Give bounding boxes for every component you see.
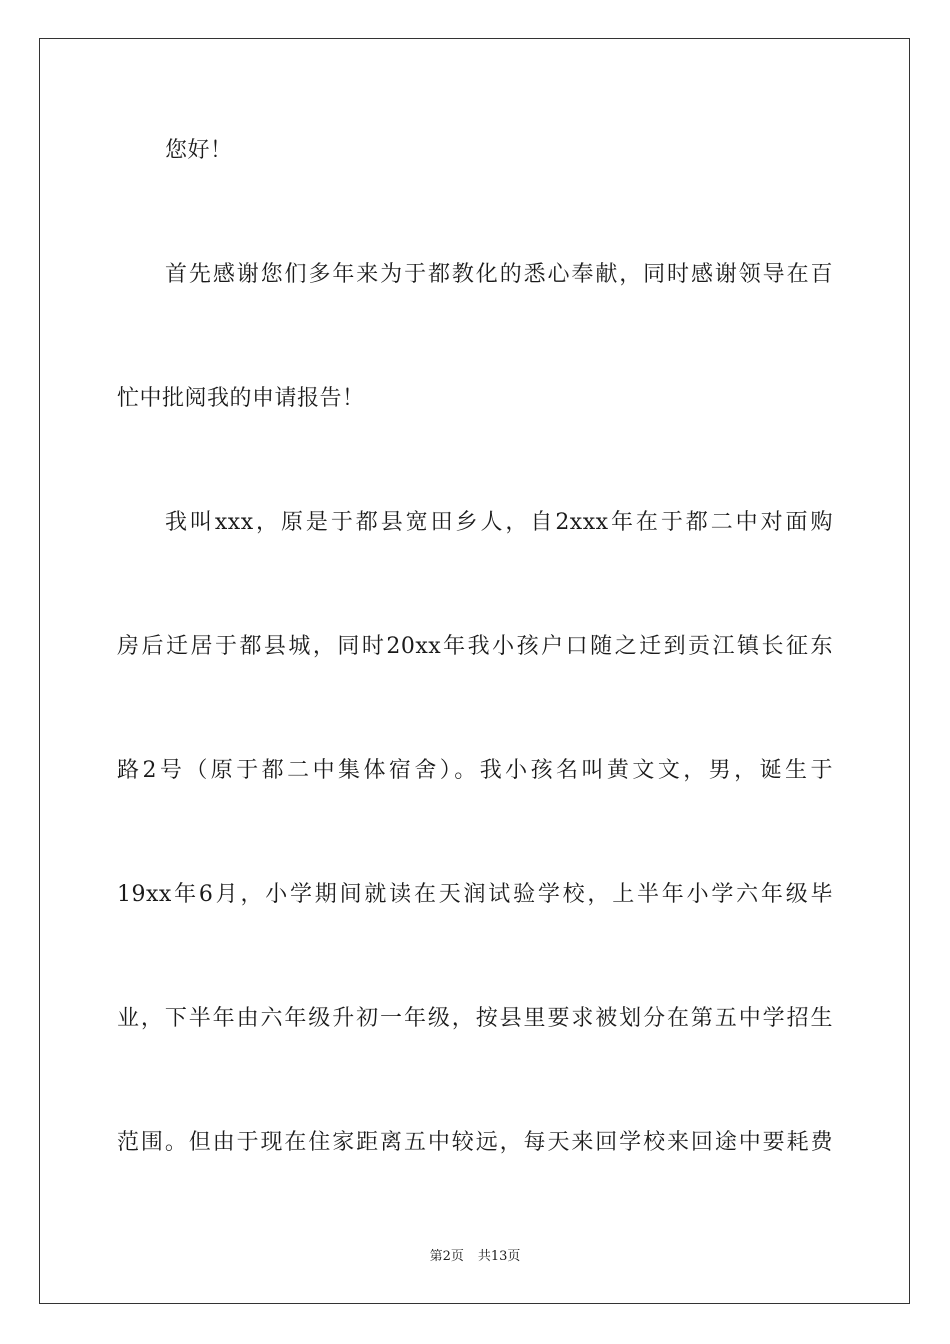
page-border: [39, 38, 910, 1304]
page-total: 共13页: [477, 1249, 521, 1264]
greeting-line: 您好！: [165, 138, 233, 163]
body-line: 房后迁居于都县城，同时20xx年我小孩户口随之迁到贡江镇长征东: [117, 634, 833, 659]
body-line: 业，下半年由六年级升初一年级，按县里要求被划分在第五中学招生: [117, 1006, 833, 1031]
body-line: 19xx年6月，小学期间就读在天润试验学校，上半年小学六年级毕: [117, 882, 833, 907]
body-line: 我叫xxx，原是于都县宽田乡人，自2xxx年在于都二中对面购: [165, 510, 833, 535]
body-line: 忙中批阅我的申请报告！: [117, 386, 365, 411]
body-line: 首先感谢您们多年来为于都教化的悉心奉献，同时感谢领导在百: [165, 262, 833, 287]
body-line: 范围。但由于现在住家距离五中较远，每天来回学校来回途中要耗费: [117, 1130, 833, 1155]
body-line: 路2号（原于都二中集体宿舍）。我小孩名叫黄文文，男，诞生于: [117, 758, 833, 783]
page-number: 第2页: [429, 1249, 464, 1264]
page-footer: [0, 1248, 950, 1266]
